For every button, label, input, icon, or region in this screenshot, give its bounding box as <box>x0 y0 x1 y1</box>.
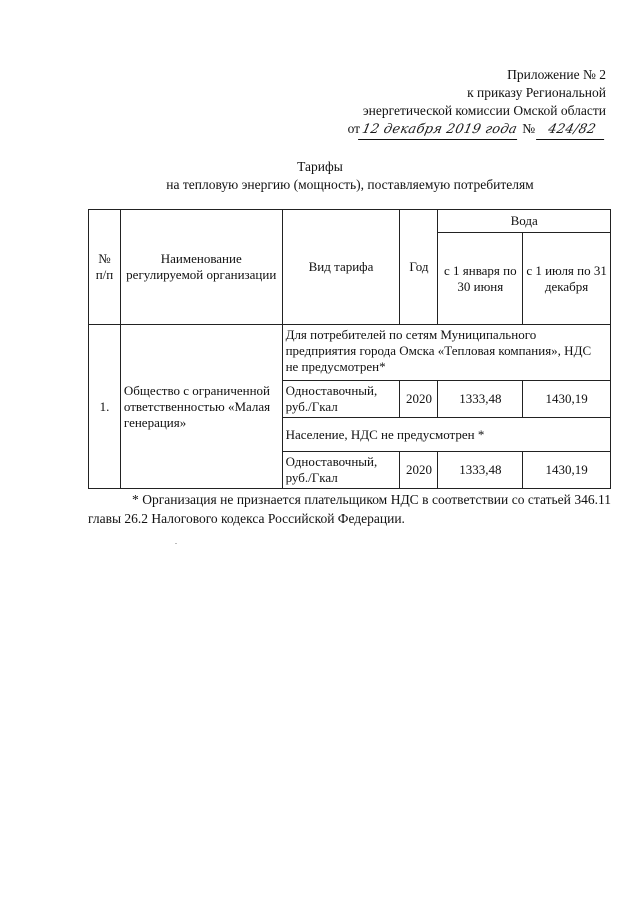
row-num: 1. <box>89 325 121 489</box>
appendix-date-line <box>348 120 606 140</box>
group2-value-2: 1430,19 <box>523 452 611 489</box>
header-water: Вода <box>438 210 611 233</box>
title-main: Тарифы <box>297 159 343 174</box>
header-org: Наименование регулируемой организации <box>120 210 282 325</box>
header-period-1: с 1 января по 30 июня <box>438 233 523 325</box>
date-prefix: от <box>347 121 361 136</box>
document-title <box>0 158 640 194</box>
header-year: Год <box>400 210 438 325</box>
group1-tariff: Одноставочный, руб./Гкал <box>282 381 400 418</box>
scan-speck <box>175 543 177 544</box>
footnote: * Организация не признается плательщиком НДС в соответствии со статьей 346.11 главы 26.2 Налогового кодекса Российской Федерации. <box>88 492 611 526</box>
header-period-2: с 1 июля по 31 декабря <box>523 233 611 325</box>
header-tariff-type: Вид тарифа <box>282 210 400 325</box>
handwritten-order-number: 424/82 <box>536 121 608 140</box>
appendix-header <box>348 66 606 140</box>
appendix-number: Приложение № 2 <box>507 67 606 82</box>
header-num: № п/п <box>89 210 121 325</box>
group1-label: Для потребителей по сетям Муниципального предприятия города Омска «Тепловая компания», НДС не предусмотрен* <box>282 325 610 381</box>
appendix-order-ref: к приказу Региональной <box>467 85 606 100</box>
group2-tariff: Одноставочный, руб./Гкал <box>282 452 400 489</box>
group2-value-1: 1333,48 <box>438 452 523 489</box>
tariff-table <box>88 209 611 489</box>
title-subtitle: на тепловую энергию (мощность), поставляемую потребителям <box>166 177 534 192</box>
number-prefix: № <box>522 121 536 136</box>
group2-year: 2020 <box>400 452 438 489</box>
appendix-commission: энергетической комиссии Омской области <box>362 103 606 118</box>
row-org: Общество с ограниченной ответственностью «Малая генерация» <box>120 325 282 489</box>
group1-year: 2020 <box>400 381 438 418</box>
handwritten-date: 12 декабря 2019 года <box>358 121 521 140</box>
group1-value-2: 1430,19 <box>523 381 611 418</box>
group2-label: Население, НДС не предусмотрен * <box>282 418 610 452</box>
group1-value-1: 1333,48 <box>438 381 523 418</box>
